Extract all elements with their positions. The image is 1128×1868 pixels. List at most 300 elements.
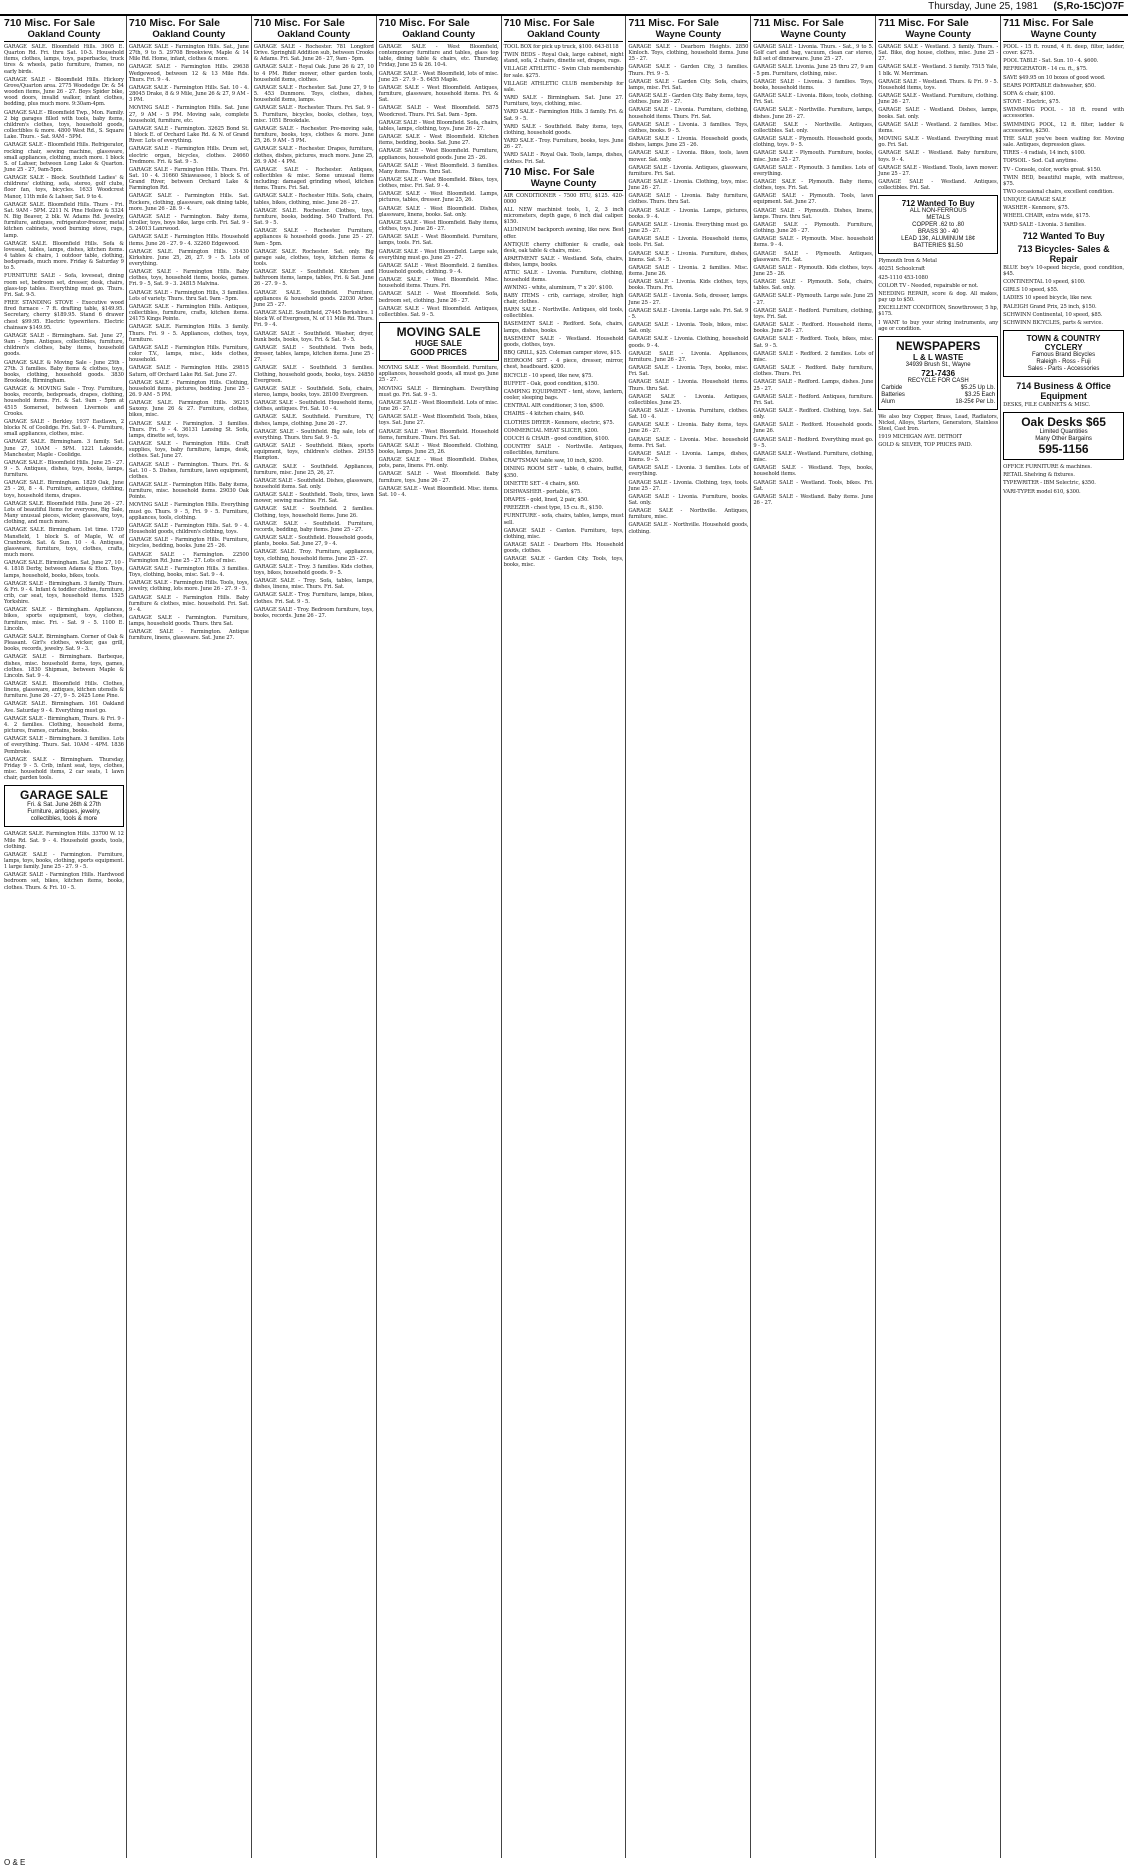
classified-ad: GARAGE SALE - West Bloomfield. 3 families. Many items. Thurs. thru Sat. [378,162,499,175]
classified-ad: CAMPING EQUIPMENT - tent, stove, lantern, cooler, sleeping bags. [503,388,624,402]
classified-ad: AIR CONDITIONER - 7500 BTU, $125. 420-0000 [503,192,624,205]
ad-list [379,44,499,318]
classified-ad: GARAGE SALE - West Bloomfield. Sofa, bedroom set, clothing. June 26 - 27. [378,291,499,304]
classified-ad: YARD SALE - Farmington Hills. 3 family. Fri. & Sat. 9 - 5. [503,109,624,122]
recycle-item: Batteries [881,391,905,398]
classified-ad: GARAGE SALE - Troy. Sofa, tables, lamps, dishes, linens, misc. Thurs. Fri. Sat. [253,578,374,591]
classified-ad: POOL - 15 ft. round, 4 ft. deep, filter, ladder, cover. $275. [1003,44,1125,57]
issue-date: Thursday, June 25, 1981 [928,1,1038,12]
classified-ad: GARAGE SALE. Livonia. June 25 thru 27, 9 am - 5 pm. Furniture, clothing, misc. [753,64,874,77]
section-heading: 714 Business & Office Equipment [1016,381,1111,401]
recycle-row [881,385,995,392]
classified-ad: GARAGE SALE. Farmington Hills. 33700 W. 12 Mile Rd. Sat. 9 - 4. Household goods, tools, clothing. [4,831,124,850]
classified-ad: GARAGE SALE - Farmington Hills. Baby furniture & clothes, misc. household. Fri. Sat. 9 - 4. [128,594,249,613]
ad-list [504,44,624,165]
classified-ad: GARAGE SALE - Livonia. Misc. household items. Fri. Sat. [628,436,749,449]
classified-ad: GARAGE SALE - Plymouth. 3 families. Lots of everything. [753,164,874,177]
classified-ad: DISHWASHER - portable, $75. [503,488,582,495]
classified-ad: BBQ GRILL, $25. Coleman camper stove, $15. [503,350,622,357]
newspapers-ad: NEWSPAPERS L & L WASTE 34939 Brush St., Wayne 721-7436 RECYCLE FOR CASH Carbide $5.25 Up Lb. Batteries $3.25 Each Alum 18-25¢ Per Lb. [878,336,998,410]
classified-ad: GARAGE SALE - Plymouth. Household goods, clothing, toys. 9 - 5. [753,136,874,149]
classified-ad: GARAGE SALE - Northville. Household goods, clothing. [628,522,749,535]
classified-ad: RETAIL Shelving & fixtures. [1003,472,1075,479]
classified-ad: GARAGE SALE - Livonia. Furniture, clothes. Sat. 10 - 4. [628,407,749,421]
classified-ad: GARAGE SALE - Plymouth. Furniture, clothing. June 26 - 27. [753,221,874,235]
classified-ad: GARAGE SALE - Farmington. Furniture, lamps, toys, books, clothing, sports equipment. 1 large family. June 25 - 27. 9 - 5. [4,851,124,871]
classified-ad: GARAGE SALE - Livonia. Furniture, books. Sat. only. [628,493,749,506]
classified-ad: GARAGE SALE - Redford. Lamps, dishes. June 25 - 27. [753,379,874,392]
classified-ad: GARAGE SALE - Bloomfield Hills. Hickory Grove/Quarton area. 2775 Woodedge Dr. & 54 wooden items, June 26 - 27. Boys Spider bike, wood doors, invalid walker, infant clothes, bedding, plus much more. 9:30am-4pm. [4,76,124,108]
classified-ad: GARAGE SALE - Livonia. Sofa, dresser, lamps. June 25 - 27. [628,293,749,306]
ad-list [753,44,873,506]
classified-ad: GARAGE SALE - Farmington Hills. Sat. 9 - 4. Household goods, children's clothing, toys. [128,522,249,536]
classified-ad: DINING ROOM SET - table, 6 chairs, buffet, $350. [503,466,624,479]
section-heading: 711 Misc. For Sale Wayne County [1003,18,1124,42]
classified-ad: BASEMENT SALE - Westland. Household goods, clothes, toys. [503,335,624,348]
classified-ad: GARAGE SALE - West Bloomfield. Large sale, everything must go. June 25 - 27. [378,248,499,261]
section-heading: 710 Misc. For Sale Oakland County [129,18,249,42]
classified-ad: YARD SALE - Livonia. 3 families. [1003,221,1086,228]
classified-ad: GARAGE & MOVING Sale - Troy. Furniture, books, records, bedspreads, drapes, clothing, household items. Fri. & Sat. 9am - 5pm at 4515 Somerset, between Livernois and Crooks. [4,386,124,417]
ad-list [129,44,249,642]
classified-ad: VARI-TYPER model 610, $300. [1003,488,1081,495]
classified-ad: GARAGE SALE - Northville. Furniture, lamps, dishes. June 26 - 27. [753,107,874,120]
classified-ad: GARAGE SALE - West Bloomfield. Misc. items. Sat. 10 - 4. [378,485,499,498]
classified-ad: WASHER - Kenmore, $75. [1003,205,1070,212]
classified-ad: GARAGE SALE - Southfield. Furniture, records, bedding, baby items. June 25 - 27. [253,520,374,533]
cyclery-ad: TOWN & COUNTRY CYCLERY Famous Brand Bicycles Raleigh - Ross - Fuji Sales - Parts - Accessories [1003,330,1124,377]
classified-ad: GARAGE SALE - Bloomfield Twp., Mon. Family. 2 big garages filled with tools, baby items, children's clothes, toys, household goods, collectibles & more. 4800 West Rd., S. Square Lake. Thurs. - Sat. 9AM - 5PM. [4,109,124,141]
classified-ad: GARAGE SALE - Bloomfield Hills. Refrigerator, rocking chair, sewing machine, glassware, small appliances, clothing, much more. 1 block S. of Lahser, between Long Lake & Quarton. June 25 - 27, 9am-5pm. [4,142,124,173]
classified-ad: GARAGE SALE - West Bloomfield. Antiques, collectibles. Sat. 9 - 5. [378,305,499,318]
classified-ad: MOVING SALE - West Bloomfield. Furniture, appliances, household goods, all must go. June 25 - 27. [378,365,499,384]
classified-ad: GARAGE SALE - Livonia. Clothing, toys, tools. June 25 - 27. [628,479,749,492]
classified-ad: GARAGE SALE - Southfield. Washer, dryer, bunk beds, books, toys. Fri. & Sat. 9 - 5. [253,330,374,343]
classified-ad: APARTMENT SALE - Westland. Sofa, chairs, dishes, lamps, books. [503,256,624,269]
classified-ad: GARAGE SALE. Farmington Hills. 3 family. Thurs. Fri. 9 - 5. Appliances, clothes, toys, furniture. [128,324,249,343]
column-7 [751,16,876,1858]
display-line: METALS [926,215,950,222]
classified-ad: GARAGE SALE - Southfield. Household goods, plants, books. Sat. June 27, 9 - 4. [253,535,374,548]
ad-list [1003,265,1124,326]
classified-ad: GARAGE SALE - Redford. Household goods. June 26. [753,422,874,435]
page-code: (S,Ro-15C)O7F [1053,1,1124,12]
display-line: BATTERIES $1.50 [913,243,963,250]
classified-ad: We also buy Copper, Brass, Lead, Radiators, Nickel, Alloys, Starters, Generators, Stainless Steel, Cast Iron. [878,413,999,433]
display-line: COPPER .62 to .80 [912,222,965,229]
classified-ad: ALUMINUM backporch awning, like new. Best offer. [503,227,624,240]
classified-ad: TWO occasional chairs, excellent condition. [1003,188,1114,195]
classified-ad: 1919 MICHIGAN AVE. DETROIT [878,434,962,441]
classified-ad: GARAGE SALE - Southfield. Tools, tires, lawn mower, sewing machine. Fri. Sat. [253,492,374,505]
recycle-price: $3.25 Each [964,391,996,398]
classified-ad: GARAGE SALE - Birmingham. Thursday, Friday 9 - 5. Crib, infant seat, toys, clothes, misc. household items, 2 car seats, 1 lawn chair, garden tools. [4,756,124,782]
classified-ad: GARAGE SALE - Redford. Everything must go. 9 - 5. [753,436,874,449]
section-heading: 710 Misc. For Sale Oakland County [254,18,374,42]
classified-ad: GARAGE SALE - Rochester. 781 Longford Drive. Springhill Addition sub, between Crooks & Adams. Fri. Sat. June 26 - 27, 9am - 5pm. [253,44,374,63]
classified-ad: 40251 Schoolcraft [878,266,925,273]
classified-ad: GARAGE SALE - Westland. 3 family. 7515 Yale, 1 blk. W. Merriman. [878,64,999,77]
classified-ad: GARAGE SALE & Moving Sale - June 25th - 27th. 3 families. Baby items & clothes, toys, books, clothing, household goods. 3830 Brookside, Birmingham. [4,359,124,384]
classified-ad: GARAGE SALE - Plymouth. Furniture, books, misc. June 25 - 27. [753,150,874,163]
classified-ad: TV - Console, color, works great. $150. [1003,166,1102,173]
classified-ad: Plymouth Iron & Metal [878,258,937,265]
classified-ad: GARAGE SALE - Birmingham. 3 family. Thurs. & Fri. 9 - 4. Infant & toddler clothes, furniture, crib, car seat, toys, household items. 1525 Yorkshire. [4,580,124,606]
classified-ad: GARAGE SALE - Livonia. Household items, tools. Fri. Sat. [628,236,749,249]
classified-ad: GARAGE SALE - West Bloomfield. Tools, bikes, toys. Sat. June 27. [378,414,499,427]
classified-ad: GARAGE SALE - Bloomfield Hills. June 25 - 27. 9 - 5. Antiques, dishes, toys, books, lamps, furniture. [4,459,124,479]
classified-ad: FURNITURE - sofa, chairs, tables, lamps, must sell. [503,513,624,526]
classified-ad: EXCELLENT CONDITION, Snowthrower, 5 hp, $175. [878,305,999,318]
classified-ad: GARAGE SALE - Farmington Hills. Furniture, color T.V., lamps, misc., kids clothes, household. [128,344,249,364]
classified-ad: AWNING - white, aluminum, 7' x 20'. $100. [503,284,614,291]
column-6 [626,16,751,1858]
classified-ad: GARAGE SALE - Farmington Hills. Sat., June 27th, 9 to 5. 29708 Brookview, Maple & 14 Mile Rd. Home, infant, clothes & more. [128,44,249,63]
classified-ad: GARAGE SALE - Rochester. Sat. June 27, 9 to 5. 453 Dunmore. Toys, clothes, dishes, household items, lamps. [253,84,374,104]
classified-ad: GARAGE SALE - Dearborn Heights. 2850 Kinloch. Toys, clothing, household items. June 25 - 27. [628,44,749,63]
classified-ad: GARAGE SALE. Bloomfield Hills. 3905 E. Quarton Rd. Fri. thru Sat. 10-3. Household items, clothes, lamps, toys, paperbacks, truck tires & wheels, patio furniture, frames, no early birds. [4,44,124,75]
classified-ad: GARAGE SALE - Plymouth. Antiques, glassware. Fri. Sat. [753,250,874,263]
classified-ad: 425-1110 453-1080 [878,274,928,281]
classified-ad: GARAGE SALE - West Bloomfield. Clothing, books, lamps. June 25, 26. [378,442,499,455]
classified-ad: GARAGE SALE - Livonia. Bikes, tools, clothing. Fri. Sat. [753,93,874,106]
recycle-item: Carbide [881,384,903,391]
classified-ad: TWIN BED, beautiful maple, with mattress, $75. [1003,174,1125,187]
classified-ad: GARAGE SALE - Westland. Baby items. June 26 - 27. [753,493,874,506]
classified-ad: GARAGE SALE - Birmingham. 3 families. Lots of everything. Thurs. Sat. 10AM - 4PM. 1836 Pembroke. [4,736,124,755]
page-header [0,0,1128,16]
column-4 [377,16,502,1858]
page-footer: O & E [4,1858,26,1867]
classified-ad: REFRIGERATOR - 14 cu. ft., $75. [1003,66,1088,73]
ad-list [4,831,124,890]
ad-list [878,44,998,191]
classified-ad: BEDROOM SET - 4 piece, dresser, mirror, chest, headboard. $200. [503,358,624,371]
classified-ad: LADIES 10 speed bicycle, like new. [1003,295,1093,302]
classified-ad: GARAGE SALE - Farmington. Antique furniture, linens, glassware. Sat. June 27. [128,629,249,642]
classified-ad: ATTIC SALE - Livonia. Furniture, clothing, household items. [503,270,624,283]
classified-ad: GARAGE SALE - Birmingham, Thurs. & Fri. 9 - 4. 2 families. Clothing, household items, pictures, frames, curtains, books. [4,715,124,735]
classified-ad: DINETTE SET - 4 chairs, $60. [503,480,580,487]
classified-ad: GARAGE SALE. Southfield. Furniture, appliances & household goods. 22030 Arbor. June 25 - 27. [253,289,374,308]
classified-ad: TWIN BEDS - Royal Oak, large cabinet, night stand, sofa, 2 chairs, dinette set, drapes, rugs. [503,52,624,65]
classified-ad: SEARS PORTABLE dishwasher, $50. [1003,82,1096,89]
classified-ad: GARAGE SALE - Westland. Thurs. & Fri. 9 - 5. Household items, toys. [878,78,999,91]
classified-ad: WHEEL CHAIR, extra wide, $175. [1003,213,1091,220]
classified-ad: GARAGE SALE - West Bloomfield. Furniture, appliances, household goods. June 25 - 26. [378,148,499,161]
column-3 [252,16,377,1858]
classified-ad: COUNTRY SALE - Northville. Antiques, collectibles, furniture. [503,443,624,457]
classified-ad: GARAGE SALE - Livonia. 3 families. Lots of everything. [628,465,749,478]
classified-ad: YARD SALE - Royal Oak. Tools, lamps, dishes, clothes. Fri. Sat. [503,152,624,165]
classified-ad: COUCH & CHAIR - good condition, $100. [503,435,610,442]
classified-ad: GARAGE SALE - Plymouth. Kids clothes, toys. June 25 - 26. [753,264,874,277]
column-5 [502,16,627,1858]
oak-desks-ad: Oak Desks $65 Limited Quantities Many Other Bargains 595-1156 [1003,412,1124,460]
classified-ad: GARAGE SALE - Westland. Tools, lawn mower. June 25 - 27. [878,164,999,177]
column-container [2,16,1126,1858]
classified-ad: GARAGE SALE - Northville. Antiques, collectibles. Sat. only. [753,121,874,134]
classified-ad: GARAGE SALE - Farmington Hills. Furniture, bicycles, bedding, books. June 25 - 26. [128,537,249,550]
classified-ad: GARAGE SALE - Livonia. Household items. Thurs. thru Sat. [628,379,749,392]
classified-ad: BUFFET - Oak, good condition, $150. [503,380,599,387]
classified-ad: GARAGE SALE - Farmington Hills. Hardwood bedroom set, bikes, kitchen items, books, clothes. Thurs. & Fri. 10 - 5. [4,872,124,891]
classified-ad: COMMERCIAL MEAT SLICER, $200. [503,427,599,434]
classified-ad: MOVING SALE - Farmington Hills. Everything must go. Thurs. 9 - 5, Fri. 9 - 5. Furniture, appliances, tools, clothing. [128,502,249,521]
classified-ad: GARAGE SALE - West Bloomfield. Bikes, toys, clothes, misc. Fri. Sat. 9 - 4. [378,176,499,190]
classified-ad: GARAGE SALE - West Bloomfield, lots of misc. June 25 - 27. 9 - 5. 6455 Maple. [378,70,499,83]
classified-ad: GARAGE SALE - Livonia. Everything must go. June 25 - 27. [628,221,749,235]
classified-ad: GARAGE SALE - Livonia. Lamps, dishes, linens. 9 - 5. [628,450,749,464]
classified-ad: SCHWINN BICYCLES, parts & service. [1003,319,1103,326]
classified-ad: GARAGE SALE - Farmington Hills. 3 families. Toys, clothing, books, misc. Sat. 9 - 4. [128,565,249,579]
classified-ad: BLUE boy's 10-speed bicycle, good condition, $45. [1003,264,1125,277]
classified-ad: GARAGE SALE - Dearborn Hts. Household goods, clothes. [503,542,624,555]
classified-ad: GARAGE SALE - West Bloomfield. Antiques, furniture, glassware, household items. Fri. & Sat. [378,84,499,104]
classified-ad: GARAGE SALE - Berkley. 1937 Eastlawn, 2 blocks N. of Coolidge. Fri. Sat. 9 - 4. Furniture, small appliances, clothes, misc. [4,418,124,438]
classified-ad: GARAGE SALE - Rochester. Furniture, appliances & household goods. June 25 - 27. 9am - 5pm. [253,228,374,247]
section-heading: 710 Misc. For Sale Wayne County [504,167,624,191]
classified-ad: GARAGE SALE - Farmington Hills, 3 families. Lots of variety. Thurs. thru Sat. 9am - 5pm. [128,289,249,302]
classified-ad: GARAGE SALE - Farmington. 3 families. Thurs. Fri. 9 - 4. 36131 Lansing St. Sofa, lamps, dinette set, toys. [128,420,249,439]
classified-ad: GARAGE SALE - Livonia. Large sale. Fri. Sat. 9 - 5. [628,307,749,320]
classified-ad: GARAGE SALE - Farmington Hills. Sat. 10 - 4. 28045 Drake, 8 & 9 Mile, June 26 & 27, 9 AM - 3 PM. [128,84,249,104]
classified-ad: GARAGE SALE - Livonia. Antiques, glassware, furniture. Fri. Sat. [628,164,749,177]
classified-ad: GARAGE SALE. Bloomfield Hills. Sofa & loveseat, tables, lamps, dishes, kitchen items. 4 tables & chairs, 1 outdoor table, clothing, bedspreads, much more. Friday & Saturday 9 to 5. [4,240,124,272]
display-line: HUGE SALE [415,339,462,349]
classified-ad: GARAGE SALE - Block. Southfield Ladies' & childrens' clothing, sofa, stereo, golf clubs, floor fan, toys, bicycles. 1633 Woodcrest Manor, 11th mile & Lahser, Sat. 9 to 4. [4,175,124,200]
classified-ad: GARAGE SALE - Livonia. Baby items, toys. June 26 - 27. [628,422,749,435]
classified-ad: GARAGE SALE. Rochester. Sat. only. Big garage sale, clothes, toys, kitchen items & tools. [253,248,374,267]
classified-ad: TOOL BOX for pick up truck, $100. 643-8118 [503,44,619,50]
recycle-prices [881,385,995,406]
section-heading: 711 Misc. For Sale Wayne County [878,18,998,42]
classified-ad: GARAGE SALE - Westland. Furniture, clothing, misc. [753,450,874,464]
recycle-price: 18-25¢ Per Lb. [955,398,996,405]
classified-ad: GARAGE SALE - Westland. 2 families. Misc. items. [878,121,999,134]
classified-ad: YARD SALE - Troy. Furniture, books, toys. June 26 - 27. [503,138,624,151]
classified-ad: GARAGE SALE. Southfield, 27445 Berkshire. 1 block W. of Evergreen, N. of 11 Mile Rd. Thurs. Fri. 9 - 4. [253,310,374,329]
display-ad: MOVING SALE HUGE SALE GOOD PRICES [379,322,499,361]
classified-ad: GARAGE SALE - Livonia. 3 families. Toys, books, household items. [753,78,874,91]
classified-ad: GARAGE SALE - Southfield. Household items, clothes, antiques. Fri. Sat. 10 - 4. [253,400,374,413]
classified-ad: GARAGE SALE - West Bloomfield. Kitchen items, bedding, books. Sat. June 27. [378,134,499,147]
ad-list [878,258,998,332]
classified-ad: GOLD & SILVER, TOP PRICES PAID. [878,442,972,449]
classified-ad: GARAGE SALE - Rochester Hills. Sofa, chairs, tables, bikes, clothing, misc. June 26 - 27. [253,193,374,206]
classified-ad: GARAGE SALE - Farmington Hills. Thurs. Fri. Sat. 10 - 4. 31660 Shiawassee, 1 block S. of Grand River, between Orchard Lake & Farmington Rd. [128,166,249,192]
classified-ad: GARAGE SALE. Birmingham. 161 Oakland Ave. Saturday 9 - 4. Everything must go. [4,701,124,714]
classified-ad: CONTINENTAL 10 speed, $100. [1003,279,1086,286]
classified-ad: BARN SALE - Northville. Antiques, old tools, collectibles. [503,307,624,320]
classified-ad: ANTIQUE cherry chiffonier & cradle, oak desk, oak table & chairs, misc. [503,241,624,254]
classified-ad: GARAGE SALE - Livonia. Furniture, dishes, linens. Sat. 9 - 5. [628,250,749,263]
classified-ad: GARAGE SALE - Birmingham. Appliances, bikes, sports equipment, toys, clothes, furniture, misc. Fri. - Sat. 9 - 5. 1100 E. Lincoln. [4,607,124,632]
classified-ad: GARAGE SALE. Troy. Furniture, appliances, toys, clothing, household items. June 25 - 27. [253,549,374,562]
classified-ad: GARAGE SALE - Farmington. Thurs. Fri. & Sat. 10 - 5. Dishes, furniture, lawn equipment, clothes. [128,461,249,480]
display-line: collectibles, tools & more [30,816,98,823]
classified-ad: GARAGE SALE - Westland. 3 family. Thurs. - Sat. Bike, dog house, clothes, misc. June 25 - 27. [878,44,999,63]
classified-ad: GARAGE SALE - West Bloomfield. Misc. household items. Thurs. Fri. [378,277,499,290]
classified-ad: GARAGE SALE - Garden City. Sofa, chairs, lamps, misc. Fri. Sat. [628,78,749,91]
classified-ad: GARAGE SALE - Redford. 2 families. Lots of misc. [753,350,874,363]
classified-ad: GARAGE SALE - Livonia. Toys, books, misc. Fri. Sat. [628,365,749,378]
display-line: Limited Quantities [1039,429,1088,436]
classified-ad: GARAGE SALE - West Bloomfield. Lots of misc. June 26 - 27. [378,399,499,413]
classified-ad: GARAGE SALE - Rochester. Pre-moving sale, furniture, books, toys, clothes & more. June 25, 26. 9 AM - 5 PM. [253,125,374,145]
classified-ad: GARAGE SALE - Farmington Hills. Household items. June 26 - 27. 9 - 4. 32260 Edgewood. [128,234,249,247]
ad-list [628,44,748,535]
classified-ad: GARAGE SALE. Bloomfield Hills. Clothes, linens, glassware, antiques, kitchen utensils & furniture. June 26 - 27, 9 - 5. 2425 Lone Pine. [4,681,124,700]
classified-ad: GARAGE SALE - Livonia. Bikes, tools, lawn mower. Sat. only. [628,150,749,163]
classified-ad: RALEIGH Grand Prix, 25 inch, $150. [1003,303,1097,310]
classified-ad: OFFICE FURNITURE & machines. [1003,464,1092,471]
classified-ad: GARAGE SALE - Redford. Household items, books. June 26 - 27. [753,322,874,335]
classified-ad: FREEZER - chest type, 15 cu. ft., $150. [503,505,604,512]
classified-ad: MOVING SALE - Westland. Everything must go. Fri. Sat. [878,136,999,149]
classified-ad: GARAGE SALE - Birmingham. Barbeque, dishes, misc. household items, toys, games, clothes. 1830 Shipman, between Maple & Lincoln. Sat. 9 - 4. [4,654,124,679]
display-line: Furniture, antiques, jewelry, [27,809,101,816]
ad-list [1003,44,1124,228]
classified-ad: GARAGE SALE - Southfield. 3 families. Clothing, household goods, books, toys. 24850 Evergreen. [253,365,374,384]
classified-ad: GARAGE SALE - Southfield. Kitchen and bathroom items, lamps, tables, Fri. & Sat. June 26 - 27. 9 - 5. [253,269,374,288]
classified-ad: GARAGE SALE. Farmington Hills. 36215 Saxony. June 26 & 27. Furniture, clothes, bikes, misc. [128,400,249,419]
classified-ad: GARAGE SALE - Farmington Hills. Clothing, household items, pictures, bedding. June 25 - 26. 9 AM - 5 PM. [128,379,249,398]
classified-ad: GARAGE SALE - Southfield. Twin beds, dresser, tables, lamps, kitchen items. June 25 - 27. [253,344,374,364]
classified-ad: GARAGE SALE - West Bloomfield. Baby items, clothes, toys. June 26 - 27. [378,219,499,233]
classified-ad: BABY ITEMS - crib, carriage, stroller, high chair, clothes. [503,292,624,305]
classified-ad: GARAGE SALE - Livonia. Kids clothes, toys, books. Thurs. Fri. [628,279,749,292]
classified-ad: GARAGE SALE - Plymouth. Large sale. June 25 - 27. [753,293,874,306]
classified-ad: GARAGE SALE - Livonia. Lamps, pictures, books. 9 - 4. [628,207,749,220]
classified-ad: GARAGE SALE - Rochester. Thurs. Fri. Sat. 9 - 5. Furniture, bicycles, books, clothes, toys, misc. 1051 Brookdale. [253,105,374,124]
classified-ad: GARAGE SALE - Plymouth. Tools, lawn equipment. Sat. June 27. [753,193,874,206]
classified-ad: GARAGE SALE - West Bloomfield. 2 families. Household goods, clothing. 9 - 4. [378,262,499,275]
recycle-row [881,399,995,406]
classified-ad: GARAGE SALE - Redford. Tools, bikes, misc. Sat. 9 - 5. [753,336,874,349]
classified-ad: MOVING SALE - Birmingham. Everything must go. Fri. Sat. 9 - 5. [378,385,499,398]
column-9 [1001,16,1126,1858]
classified-ad: GARAGE SALE - Livonia. Appliances, furniture. June 26 - 27. [628,350,749,363]
classified-ad: GARAGE SALE - Garden City. Baby items, toys, clothes. June 26 - 27. [628,93,749,106]
classified-ad: GARAGE SALE - Northville. Antiques, furniture, misc. [628,508,749,521]
column-8 [876,16,1001,1858]
classified-ad: GARAGE SALE - Southfield. Big sale, lots of everything. Thurs. thru Sat. 9 - 5. [253,428,374,441]
display-line: BRASS 30 - 40 [917,229,959,236]
classified-ad: CENTRAL AIR conditioner, 3 ton, $500. [503,403,605,410]
display-line: ALL NON-FERROUS [909,208,967,215]
classified-ad: GARAGE SALE. Birmingham. 1st time. 1720 Mansfield, 1 block S. of Maple, W. of Cranbrook. Sat. & Sun. 10 - 4. Antiques, glassware, furniture, toys, clothes, crafts, much more. [4,527,124,559]
classified-ad: SAVE $49.95 on 10 boxes of good wood. [1003,74,1106,81]
classified-ad: GARAGE SALE - Livonia. Thurs. - Sat., 9 to 5. Golf cart and bag, vacuum, clean car stereo, full set of dinnerware. June 25 - 27. [753,44,874,63]
classified-ad: GARAGE SALE. Bloomfield Hills. Thurs - Fri. Sat. 9AM - 5PM. 2211 N. Pine Hollow & 5324 N. Big Beaver, 2 blk. W. Adams Rd. Jewelry, furniture, antiques, refrigerator-freezer, metal kitchen cabinets, wood burning stove, rugs, lamp. [4,201,124,239]
display-line: Raleigh - Ross - Fuji [1036,359,1091,365]
classified-ad: GARAGE SALE - Westland. Toys, books, household items. [753,465,874,478]
column-2 [127,16,252,1858]
classified-ad: GARAGE SALE - Troy. Furniture, lamps, bikes, clothes. Fri. Sat. 9 - 5. [253,592,374,605]
display-line: GOOD PRICES [410,348,467,358]
classified-ad: GARAGE SALE - Livonia. 2 families. Misc. items. June 26. [628,264,749,277]
classified-ad: GARAGE SALE - Redford. Furniture, clothing, toys. Fri. Sat. [753,307,874,320]
classified-ad: GARAGE SALE - West Bloomfield. Sofa, chairs, tables, lamps, clothing, toys. June 26 - 27. [378,119,499,132]
classified-ad: GARAGE SALE - Southfield. 2 families. Clothing, toys, household items. June 26. [253,506,374,519]
classified-ad: COLOR TV - Needed, repairable or not. [878,282,979,289]
classified-ad: CLOTHES DRYER - Kenmore, electric, $75. [503,419,615,426]
classified-ad: GARAGE SALE - Westland. Antiques, collectibles. Fri. Sat. [878,178,999,192]
section-heading: 711 Misc. For Sale Wayne County [753,18,873,42]
classified-ad: GARAGE SALE - Farmington. 22500 Farmington Rd. June 25 - 27. Lots of misc. [128,551,249,564]
classified-ad: GARAGE SALE - West Bloomfield. Dishes, pots, pans, linens. Fri. only. [378,457,499,470]
ad-list [1003,464,1124,495]
classified-ad: GARAGE SALE - Plymouth. Baby items, clothes, toys. Fri. Sat. [753,178,874,192]
classified-ad: YARD SALE - Birmingham. Sat. June 27. Furniture, toys, clothing, misc. [503,95,624,108]
classified-ad: TIRES - 4 radials, 14 inch, $100. [1003,150,1086,157]
classified-ad: GARAGE SALE. Birmingham. 1829 Oak, June 25 - 26, 8 - 4. Furniture, antiques, clothing, toys, household items, drapes. [4,480,124,499]
classified-ad: GARAGE SALE - Southfield. Bikes, sports equipment, toys, children's clothes. 29155 Hampton. [253,443,374,462]
classified-ad: GARAGE SALE - Garden City. Tools, toys, books, misc. [503,556,624,569]
ad-list [4,44,124,781]
column-1 [2,16,127,1858]
section-heading: 710 Misc. For Sale Oakland County [4,18,124,42]
display-line: Famous Brand Bicycles [1032,352,1096,358]
classified-ad: SWIMMING POOL, 12 ft. filter, ladder & accessories, $250. [1003,121,1125,134]
metals-ad: 712 Wanted To Buy ALL NON-FERROUS METALS COPPER .62 to .80 BRASS 30 - 40 LEAD 13¢, ALUMINUM 18¢ BATTERIES $1.50 [878,195,998,254]
classified-ad: GARAGE SALE. Farmington Hills. 31430 Kirkshire. June 25, 26, 27. 9 - 5. Lots of everything. [128,248,249,267]
classified-ad: TOPSOIL - Sod. Call anytime. [1003,158,1078,165]
display-line: Sales - Parts - Accessories [1027,366,1100,372]
display-ad: GARAGE SALE Fri. & Sat. June 26th & 27th Furniture, antiques, jewelry, collectibles, tools & more [4,785,124,827]
classified-ad: VILLAGE ATHLETIC CLUB membership for sale. [503,80,624,93]
recycle-item: Alum [881,398,895,405]
classified-ad: STOVE - Electric, $75. [1003,99,1061,106]
classified-ad: GARAGE SALE - Rochester. Antiques, collectibles & misc. Some unusual items including: damaged grinding wheel, kitchen items. Thurs. Fri. Sat. [253,166,374,192]
section-heading: 712 Wanted To Buy [1022,230,1105,241]
classified-ad: BICYCLE - 10 speed, like new, $75. [503,372,593,379]
classified-ad: GARAGE SALE - Plymouth. Misc. household items. 9 - 4. [753,236,874,249]
classified-ad: CRAFTSMAN table saw, 10 inch, $200. [503,458,603,465]
classified-ad: GARAGE SALE - Royal Oak. June 26 & 27, 10 to 4 PM. Rider mower, other garden tools, household items, clothes. [253,64,374,83]
classified-ad: CHAIRS - 4 kitchen chairs, $40. [503,411,585,418]
classified-ad: TYPEWRITER - IBM Selectric, $350. [1003,480,1096,487]
classified-ad: GARAGE SALE - Farmington. 32625 Bond St. 1 block E. of Orchard Lake Rd. & N. of Grand River. Lots of everything. [128,125,249,145]
classified-ad: I WANT to buy your string instruments, any age or condition. [878,319,999,332]
classified-ad: GARAGE SALE - Livonia. 3 families. Toys, clothes, books. 9 - 5. [628,121,749,134]
classified-ad: GARAGE SALE - Farmington. Baby items, stroller, toys, boys bike, large crib. Fri. Sat. 9 - 5. 24013 Lanrwood. [128,213,249,233]
classified-ad: GARAGE SALE - Westland. Tools, bikes. Fri. Sat. [753,479,874,492]
classified-ad: GARAGE SALE - West Bloomfield. Dishes, glassware, linens, books. Sat. only. [378,205,499,218]
classified-ad: GARAGE SALE - Farmington Hills. 29638 Wedgewood, between 12 & 13 Mile Rds. Thurs. Fri. 9 - 4. [128,64,249,83]
classified-ad: GARAGE SALE - Livonia. Clothing, household goods. 9 - 4. [628,336,749,349]
classified-ad: GARAGE SALE - Farmington Hills. 29815 Saturn, off Orchard Lake Rd. Sat. June 27. [128,365,249,378]
classified-ad: GARAGE SALE - Farmington Hills. Baby clothes, toys, household items, books, games. Fri. 9 - 5, Sat. 9 - 3. 24815 Malvina. [128,269,249,288]
classified-ad: GARAGE SALE. Southfield. Furniture, TV, dishes, lamps, clothing. June 26 - 27. [253,414,374,427]
display-line: Fri. & Sat. June 26th & 27th [27,802,101,809]
classified-ad: GARAGE SALE. Birmingham. Corner of Oak & Pleasant. Girl's clothes, wicker, gas grill, books, records, jewelry. Sat. 9 - 3. [4,633,124,653]
classified-ad: GARAGE SALE - West Bloomfield. 5875 Woodcrest. Thurs. Fri. Sat. 9am - 5pm. [378,105,499,118]
classified-ad: GARAGE SALE - Farmington Hills. Drum set, electric organ, bicycles, clothes. 24660 Tredmore. Fri. & Sat. 9 - 5. [128,146,249,165]
classified-ad: GARAGE SALE - Livonia. Household goods, dishes, lamps. June 25 - 26. [628,136,749,149]
classified-ad: GARAGE SALE - Farmington Hills. Craft supplies, toys, baby furniture, lamps, desk, clothes. Sat. June 27. [128,441,249,460]
classified-ad: GARAGE SALE - Westland. Baby furniture, toys. 9 - 4. [878,150,999,163]
classified-ad: GARAGE SALE - Westland. Dishes, lamps, books. Sat. only. [878,107,999,120]
ad-list [1003,402,1124,408]
classified-ad: POOL TABLE - Sat. Sun. 10 - 4. $600. [1003,58,1099,65]
classified-ad: MOVING SALE - Farmington Hills. Sat. June 27, 9 AM - 5 PM. Moving sale, complete household, furniture, etc. [128,105,249,124]
classified-ad: SOFA & chair, $100. [1003,90,1055,97]
classified-ad: GARAGE SALE - West Bloomfield. Lamps, pictures, tables, dresser. June 25, 26. [378,191,499,204]
classified-ad: GARAGE SALE - West Bloomfield. Household items, furniture. Thurs. Fri. Sat. [378,428,499,441]
classified-ad: GARAGE SALE - West Bloomfield. Baby furniture, toys. June 26 - 27. [378,471,499,484]
